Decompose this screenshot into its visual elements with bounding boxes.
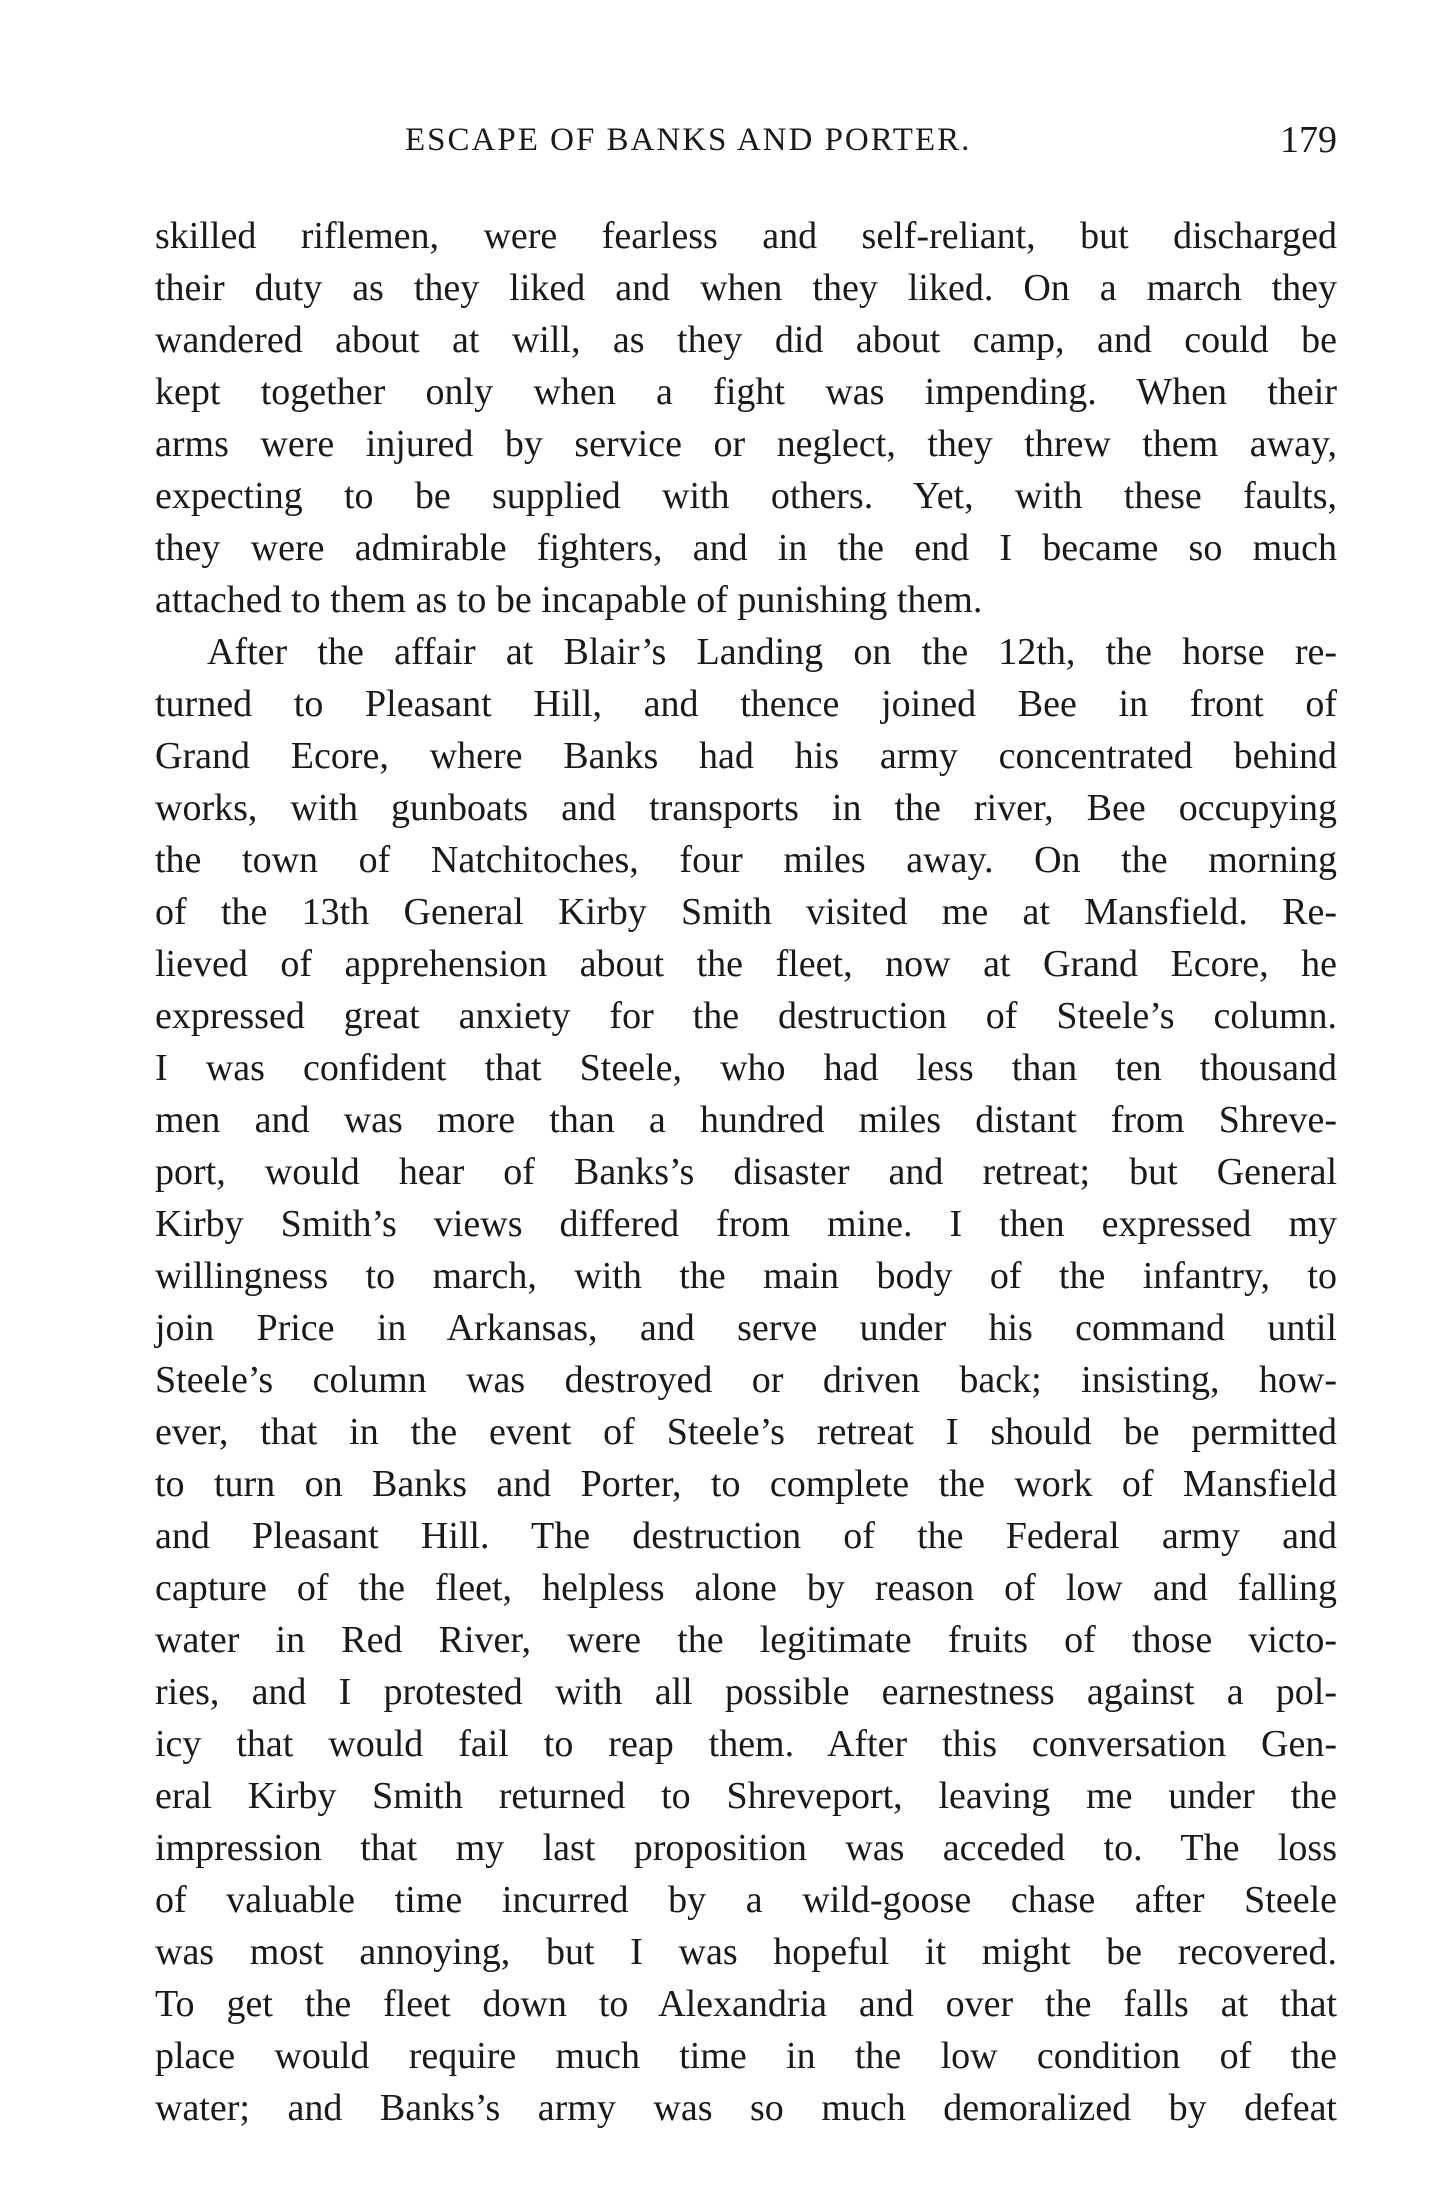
text-line: was most annoying, but I was hopeful it might be recovered. <box>155 1931 1337 1973</box>
text-line: I was confident that Steele, who had less than ten thousand <box>155 1047 1337 1089</box>
text-line: their duty as they liked and when they liked. On a march they <box>155 267 1337 309</box>
text-line: works, with gunboats and transports in the river, Bee occupying <box>155 787 1337 829</box>
paragraph-after-blairs-landing <box>155 626 1337 2134</box>
text-line: After the affair at Blair’s Landing on the 12th, the horse re- <box>207 631 1337 673</box>
text-line: Steele’s column was destroyed or driven back; insisting, how- <box>155 1359 1337 1401</box>
text-line: ries, and I protested with all possible earnestness against a pol- <box>155 1671 1337 1713</box>
text-line: attached to them as to be incapable of punishing them. <box>155 579 983 621</box>
text-line: place would require much time in the low condition of the <box>155 2035 1337 2077</box>
page-number: 179 <box>1280 119 1337 161</box>
text-line: they were admirable fighters, and in the end I became so much <box>155 527 1337 569</box>
text-line: ever, that in the event of Steele’s retreat I should be permitted <box>155 1411 1337 1453</box>
text-line: kept together only when a fight was impending. When their <box>155 371 1337 413</box>
text-line: the town of Natchitoches, four miles away. On the morning <box>155 839 1337 881</box>
text-line: water in Red River, were the legitimate fruits of those victo- <box>155 1619 1337 1661</box>
text-line: of valuable time incurred by a wild-goose chase after Steele <box>155 1879 1337 1921</box>
text-line: Grand Ecore, where Banks had his army concentrated behind <box>155 735 1337 777</box>
text-line: lieved of apprehension about the fleet, now at Grand Ecore, he <box>155 943 1337 985</box>
text-line: of the 13th General Kirby Smith visited me at Mansfield. Re- <box>155 891 1337 933</box>
text-line: wandered about at will, as they did about camp, and could be <box>155 319 1337 361</box>
text-line: water; and Banks’s army was so much demoralized by defeat <box>155 2087 1337 2129</box>
text-line: Kirby Smith’s views differed from mine. I then expressed my <box>155 1203 1337 1245</box>
body-text <box>155 210 1337 2134</box>
running-head <box>155 118 1345 168</box>
text-line: port, would hear of Banks’s disaster and retreat; but General <box>155 1151 1337 1193</box>
text-line: expecting to be supplied with others. Yet, with these faults, <box>155 475 1337 517</box>
text-line: willingness to march, with the main body of the infantry, to <box>155 1255 1337 1297</box>
text-line: and Pleasant Hill. The destruction of the Federal army and <box>155 1515 1337 1557</box>
text-line: impression that my last proposition was acceded to. The loss <box>155 1827 1337 1869</box>
running-title: ESCAPE OF BANKS AND PORTER. <box>405 122 972 158</box>
text-line: capture of the fleet, helpless alone by reason of low and falling <box>155 1567 1337 1609</box>
text-line: men and was more than a hundred miles distant from Shreve- <box>155 1099 1337 1141</box>
text-line: eral Kirby Smith returned to Shreveport, leaving me under the <box>155 1775 1337 1817</box>
text-line: icy that would fail to reap them. After this conversation Gen- <box>155 1723 1337 1765</box>
text-line: skilled riflemen, were fearless and self-reliant, but discharged <box>155 215 1337 257</box>
text-line: expressed great anxiety for the destruction of Steele’s column. <box>155 995 1337 1037</box>
text-line: arms were injured by service or neglect, they threw them away, <box>155 423 1337 465</box>
text-line: To get the fleet down to Alexandria and over the falls at that <box>155 1983 1337 2025</box>
paragraph-continued <box>155 210 1337 626</box>
text-line: join Price in Arkansas, and serve under his command until <box>155 1307 1337 1349</box>
text-line: to turn on Banks and Porter, to complete the work of Mansfield <box>155 1463 1337 1505</box>
text-line: turned to Pleasant Hill, and thence joined Bee in front of <box>155 683 1337 725</box>
